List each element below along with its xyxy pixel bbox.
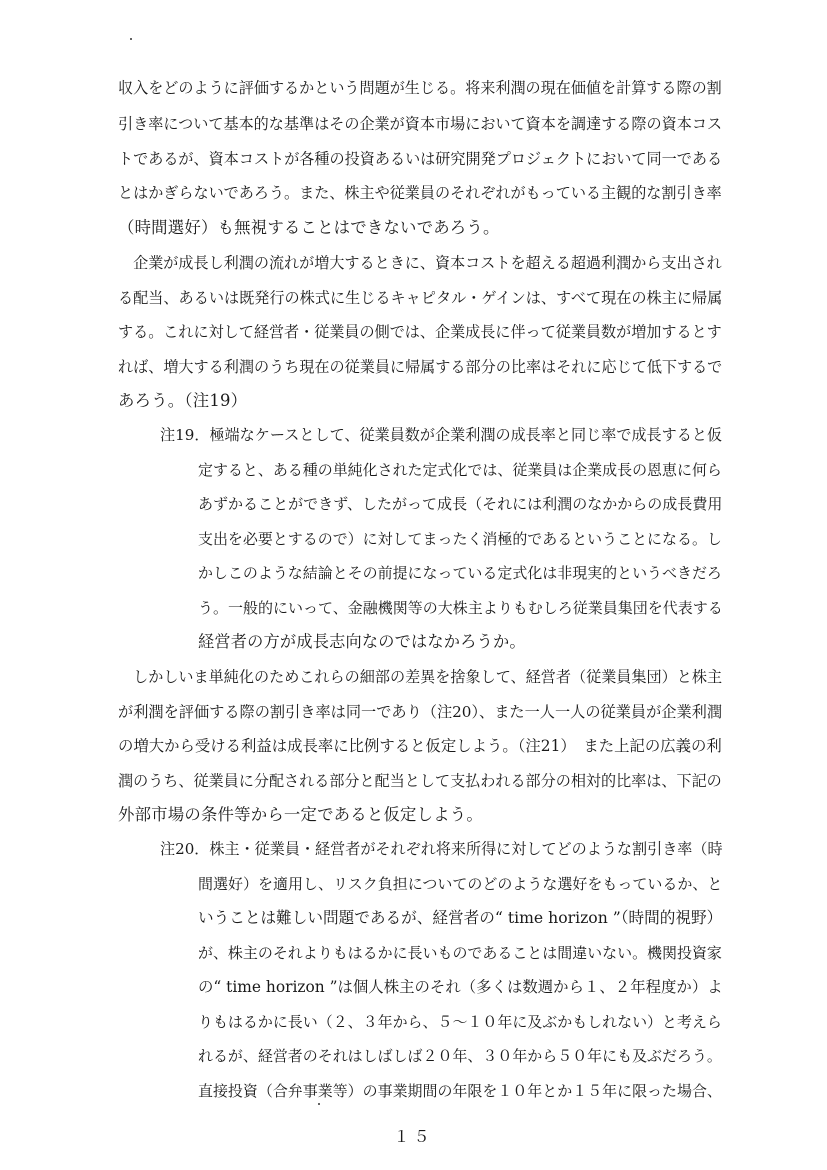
- footnote-line: 注20．株主・従業員・経営者がそれぞれ将来所得に対してどのような割引き率（時: [160, 840, 723, 858]
- footnote-line: が、株主のそれよりもはるかに長いものであることは間違いない。機関投資家: [198, 944, 722, 962]
- footnote-line: 直接投資（合弁事業等）の事業期間の年限を１０年とか１５年に限った場合、: [198, 1082, 722, 1100]
- text-line: が利潤を評価する際の割引き率は同一であり（注20）、また一人一人の従業員が企業利潤: [118, 703, 723, 721]
- text-line: トであるが、資本コストが各種の投資あるいは研究開発プロジェクトにおいて同一である: [118, 150, 723, 168]
- text-line: 引き率について基本的な基準はその企業が資本市場において資本を調達する際の資本コス: [118, 115, 723, 133]
- text-line: れば、増大する利潤のうち現在の従業員に帰属する部分の比率はそれに応じて低下するで: [118, 358, 723, 376]
- text-line: あろう。（注19）: [118, 391, 248, 410]
- footnote-line: あずかることができず、したがって成長（それには利潤のなかからの成長費用: [198, 495, 723, 513]
- footnote-line: りもはるかに長い（２、３年から、５～１０年に及ぶかもしれない）と考えら: [198, 1013, 722, 1031]
- text-line: の増大から受ける利益は成長率に比例すると仮定しよう。（注21） また上記の広義の利: [118, 737, 722, 755]
- text-line: 外部市場の条件等から一定であると仮定しよう。: [118, 805, 483, 824]
- text-line: する。これに対して経営者・従業員の側では、企業成長に伴って従業員数が増加するとす: [118, 323, 722, 341]
- footnote-line: 間選好）を適用し、リスク負担についてのどのような選好をもっているか、と: [198, 875, 723, 893]
- footnote-line: れるが、経営者のそれはしばしば２０年、３０年から５０年にも及ぶだろう。: [198, 1047, 722, 1065]
- text-line: る配当、あるいは既発行の株式に生じるキャピタル・ゲインは、すべて現在の株主に帰属: [118, 289, 723, 307]
- text-line: 潤のうち、従業員に分配される部分と配当として支払われる部分の相対的比率は、下記の: [118, 772, 722, 790]
- footnote-line: 経営者の方が成長志向なのではなかろうか。: [198, 632, 526, 651]
- footnote-line: かしこのような結論とその前提になっている定式化は非現実的というべきだろ: [198, 564, 722, 582]
- page-number: １５: [393, 1127, 434, 1146]
- footnote-line: 定すると、ある種の単純化された定式化では、従業員は企業成長の恩恵に何ら: [198, 461, 722, 479]
- text-line: 企業が成長し利潤の流れが増大するときに、資本コストを超える超過利潤から支出され: [118, 254, 722, 272]
- scan-speck: [318, 1103, 320, 1105]
- footnote-line: う。一般的にいって、金融機関等の大株主よりもむしろ従業員集団を代表する: [198, 599, 723, 617]
- footnote-line: いうことは難しい問題であるが、経営者の“ time horizon ”（時間的視野）: [198, 908, 723, 927]
- text-line: （時間選好）も無視することはできないであろう。: [118, 218, 500, 237]
- footnote-line: の“ time horizon ”は個人株主のそれ（多くは数週から１、２年程度か）よ: [198, 978, 723, 996]
- scan-speck: [130, 38, 132, 40]
- text-line: 収入をどのように評価するかという問題が生じる。将来利潤の現在価値を計算する際の割: [118, 79, 722, 97]
- text-line: しかしいま単純化のためこれらの細部の差異を捨象して、経営者（従業員集団）と株主: [118, 668, 723, 686]
- text-line: とはかぎらないであろう。また、株主や従業員のそれぞれがもっている主観的な割引き率: [118, 184, 722, 202]
- footnote-line: 注19．極端なケースとして、従業員数が企業利潤の成長率と同じ率で成長すると仮: [160, 426, 723, 444]
- footnote-line: 支出を必要とするので）に対してまったく消極的であるということになる。し: [198, 530, 722, 548]
